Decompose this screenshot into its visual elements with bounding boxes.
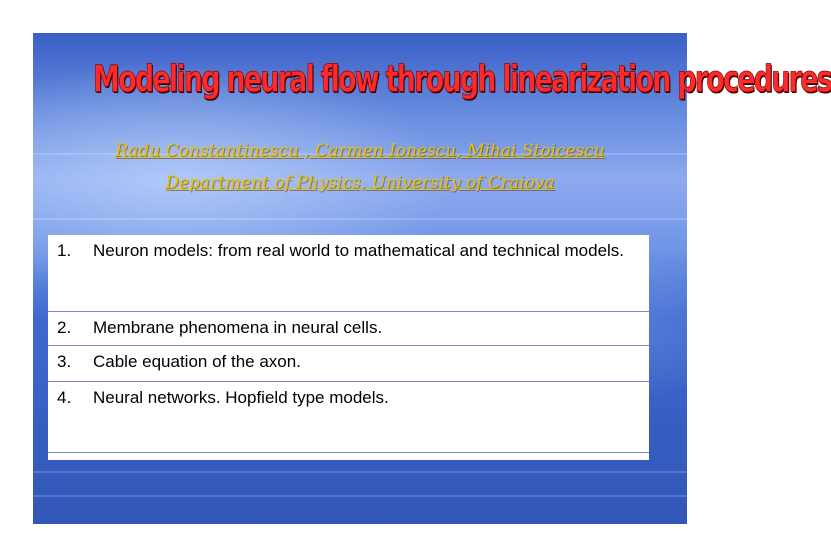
water-streak xyxy=(33,495,687,497)
water-streak xyxy=(33,218,687,220)
item-text: Neural networks. Hopfield type models. xyxy=(93,388,389,407)
table-row xyxy=(48,382,649,453)
item-text: Cable equation of the axon. xyxy=(93,352,301,371)
table-row xyxy=(48,235,649,312)
water-streak xyxy=(33,471,687,473)
table-row xyxy=(48,346,649,382)
item-number: 4. xyxy=(57,388,72,407)
item-text: Neuron models: from real world to mathematical and technical models. xyxy=(93,241,625,260)
item-number: 3. xyxy=(57,352,72,371)
table-row xyxy=(48,312,649,346)
slide-title: Modeling neural flow through linearization procedures xyxy=(93,59,831,101)
item-number: 1. xyxy=(57,241,72,260)
item-number: 2. xyxy=(57,318,72,337)
department-line: Department of Physics, University of Craiova xyxy=(165,173,555,193)
authors-line: Radu Constantinescu , Carmen Ionescu, Mihai Stoicescu xyxy=(115,141,605,161)
item-text: Membrane phenomena in neural cells. xyxy=(93,318,383,337)
contents-table xyxy=(48,235,649,460)
slide xyxy=(33,33,831,524)
